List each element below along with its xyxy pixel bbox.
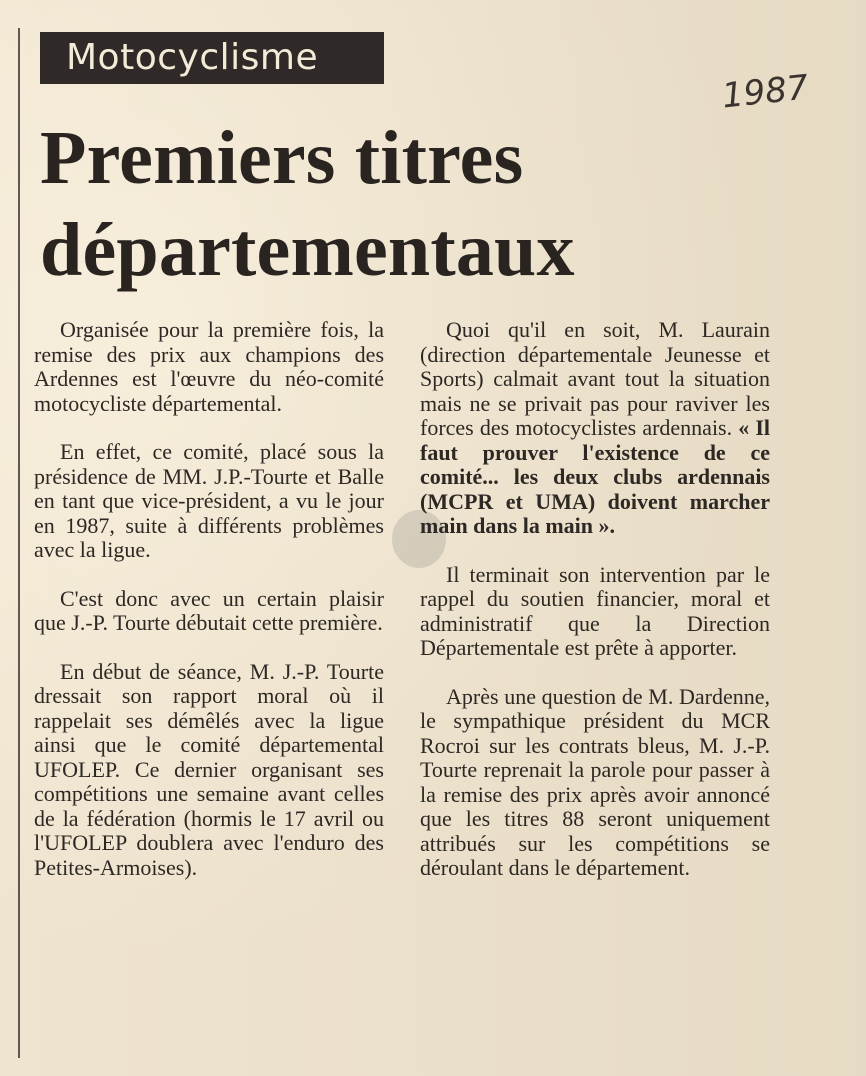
quote: « Il faut prouver l'existence de ce comité... les deux clubs ardennais (MCPR et UMA) doivent marcher main dans la main ».	[420, 415, 770, 538]
paragraph: Il terminait son intervention par le rappel du soutien financier, moral et administratif que la Direction Départementale est prête à apporter.	[420, 561, 770, 660]
headline	[40, 112, 820, 296]
handwritten-year: 1987	[720, 67, 811, 117]
paragraph: Après une question de M. Dardenne, le sympathique président du MCR Rocroi sur les contrats bleus, M. J.-P. Tourte reprenait la parole pour passer à la remise des prix après avoir annoncé que les titres 88 seront uniquement attribués sur les compétitions se déroulant dans le département.	[420, 683, 770, 880]
paragraph: En effet, ce comité, placé sous la présidence de MM. J.P.-Tourte et Balle en tant que vice-président, a vu le jour en 1987, suite à différents problèmes avec la ligue.	[34, 439, 384, 562]
headline-line-1: Premiers titres	[40, 116, 524, 200]
article-column-right	[420, 318, 770, 905]
paragraph: En début de séance, M. J.-P. Tourte dressait son rapport moral où il rappelait ses démêlés avec la ligue ainsi que le comité départemental UFOLEP. Ce dernier organisant ses compétitions une semaine avant celles de la fédération (hormis le 17 avril ou l'UFOLEP doublera avec l'enduro des Petites-Armoises).	[34, 658, 384, 880]
paragraph: Organisée pour la première fois, la remise des prix aux champions des Ardennes est l'œuvre du néo-comité motocycliste départemental.	[34, 317, 384, 416]
headline-line-2: départementaux	[40, 208, 575, 292]
article-column-left	[34, 318, 384, 904]
paragraph	[420, 318, 770, 539]
paragraph: C'est donc avec un certain plaisir que J.-P. Tourte débutait cette première.	[34, 585, 384, 635]
section-label: Motocyclisme	[40, 32, 384, 84]
paragraph-text: Quoi qu'il en soit, M. Laurain (direction départementale Jeunesse et Sports) calmait avant tout la situation mais ne se privait pas pour raviver les forces des motocyclistes ardennais.	[420, 317, 770, 440]
column-rule	[18, 28, 20, 1058]
